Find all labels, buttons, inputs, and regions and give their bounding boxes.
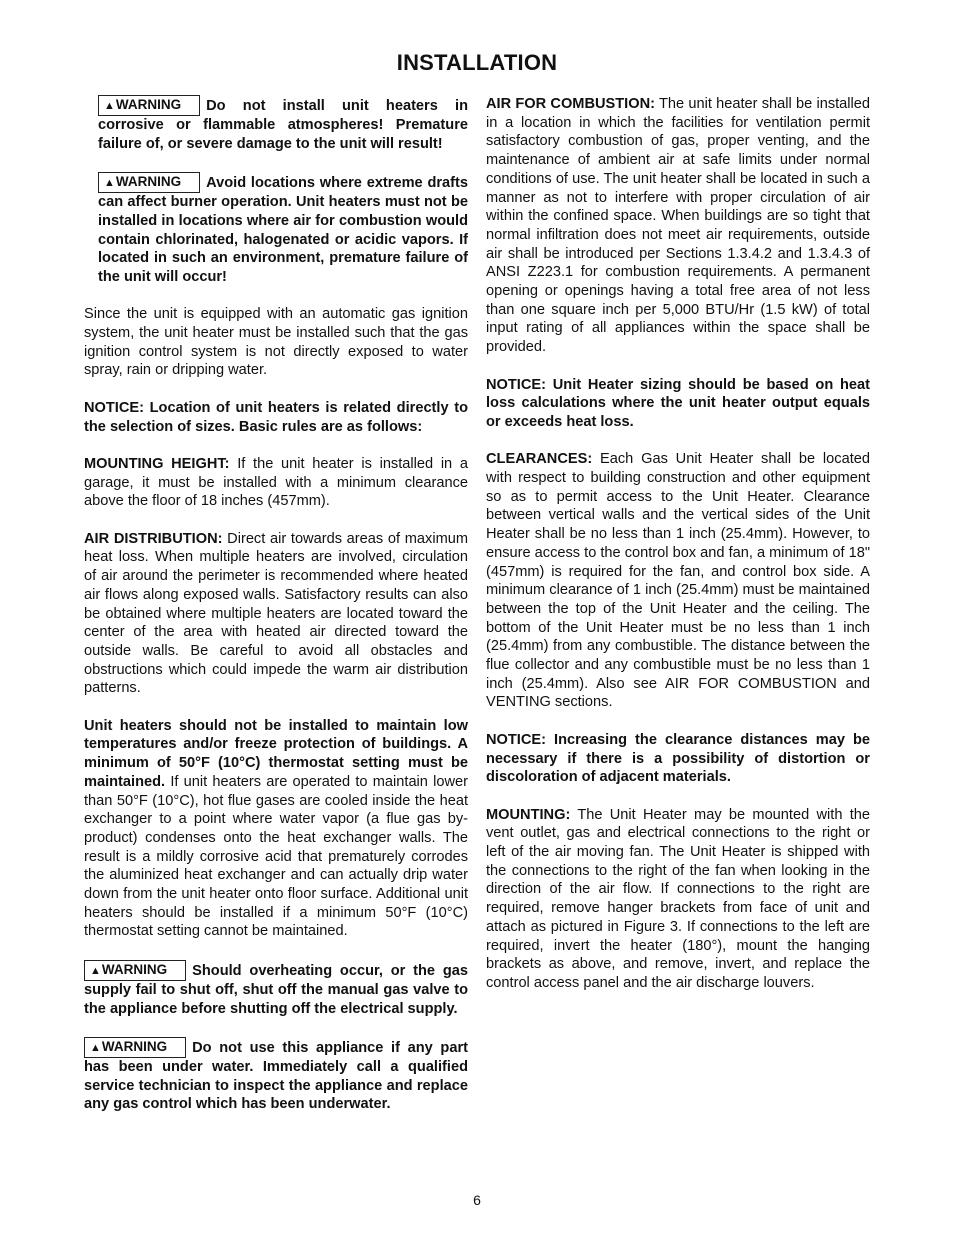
mounting-paragraph — [486, 806, 870, 993]
warning-triangle-icon: ▲ — [90, 1041, 101, 1054]
notice-clearance: NOTICE: Increasing the clearance distances may be necessary if there is a possibility of distortion or discoloration of adjacent materials. — [486, 731, 870, 786]
warning-block-4 — [84, 1037, 468, 1114]
warning-triangle-icon: ▲ — [90, 964, 101, 977]
warning-block-3 — [84, 960, 468, 1018]
air-combustion-label: AIR FOR COMBUSTION: — [486, 96, 655, 112]
warning-label: WARNING — [101, 1038, 168, 1054]
warning-block-1 — [84, 95, 468, 153]
mounting-text: The Unit Heater may be mounted with the vent outlet, gas and electrical connections to the right or left of the air moving fan. The Unit Heater is shipped with the connections to the right of the fan when looking in the direction of the air flow. If connections to the right are required, remove hanger brackets from face of unit and attach as pictured in Figure 3. If connections to the left are required, invert the heater (180°), mount the hanging brackets as above, and remove, invert, and replace the control access panel and the air discharge louvers. — [486, 806, 870, 991]
mounting-height-label: MOUNTING HEIGHT: — [84, 455, 230, 472]
mounting-height-paragraph — [84, 455, 468, 511]
clearances-text: Each Gas Unit Heater shall be located with respect to building construction and other equipment so as to permit access to the Unit Heater. Clearance between vertical walls and the vertical sides of the Unit Heater shall be no less than 1 inch (25.4mm). However, to ensure access to the control box and fan, a minimum of 18" (457mm) is required for the fan, and control box side. A minimum clearance of 1 inch (25.4mm) must be maintained between the top of the Unit Heater and the ceiling. The bottom of the Unit Heater must be no less than 1 inch (25.4mm) from any combustible. The distance between the flue collector and any combustible must be no less than 1 inch (25.4mm). Also see AIR FOR COMBUSTION and VENTING sections. — [486, 451, 871, 711]
page-title: INSTALLATION — [396, 50, 558, 75]
low-temp-bold: Unit heaters should not be installed to maintain low temperatures and/or freeze protection of buildings. A minimum of 50°F (10°C) thermostat setting must be maintained. — [84, 717, 468, 790]
air-distribution-paragraph — [84, 530, 468, 698]
warning-triangle-icon: ▲ — [104, 100, 115, 112]
warning-label: WARNING — [101, 961, 168, 977]
notice-sizing: NOTICE: Unit Heater sizing should be based on heat loss calculations where the unit heater output equals or exceeds heat loss. — [486, 376, 870, 430]
air-distribution-label: AIR DISTRIBUTION: — [84, 530, 223, 547]
air-distribution-text: Direct air towards areas of maximum heat loss. When multiple heaters are involved, circulation of air around the perimeter is recommended where heated air flows along exposed walls. Satisfactory results can also be obtained where multiple heaters are located toward the center of the area with heated air directed toward the outside walls. Be careful to avoid all obstacles and obstructions which could impede the warm air distribution patterns. — [84, 530, 468, 697]
air-combustion-paragraph — [486, 95, 870, 357]
left-column — [84, 95, 468, 1133]
mounting-height-text: If the unit heater is installed in a garage, it must be installed with a minimum clearance above the floor of 18 inches (457mm). — [84, 455, 468, 510]
warning-badge — [84, 1037, 186, 1058]
warning-text-corrosive: Do not install unit heaters in corrosive or flammable atmospheres! Premature failure of, or severe damage to the unit will result! — [98, 98, 468, 152]
warning-badge — [84, 960, 186, 981]
warning-block-2 — [84, 172, 468, 287]
notice-sizes: NOTICE: Location of unit heaters is related directly to the selection of sizes. Basic rules are as follows: — [84, 399, 468, 435]
low-temp-text: If unit heaters are operated to maintain lower than 50°F (10°C), hot flue gases are cooled inside the heat exchanger to a point where water vapor (a flue gas by-product) condenses onto the heat exchanger walls. The result is a mildly corrosive acid that prematurely corrodes the aluminized heat exchanger and can actually drip water down from the unit heater onto floor surface. Additional unit heaters should be installed if a minimum 50°F (10°C) thermostat setting cannot be maintained. — [84, 773, 469, 940]
warning-label: WARNING — [115, 174, 182, 190]
air-combustion-text: The unit heater shall be installed in a location in which the facilities for ventilation permit satisfactory combustion of gas, proper venting, and the maintenance of ambient air at safe limits under normal conditions of use. The unit heater shall be located in such a manner as not to interfere with proper circulation of air within the confined space. When buildings are so tight that normal infiltration does not meet air requirements, outside air shall be introduced per Sections 1.3.4.2 and 1.3.4.3 of ANSI Z223.1 for combustion requirements. A permanent opening or openings having a total free area of not less than one square inch per 5,000 BTU/Hr (1.5 kW) of total input rating of all appliances within the space shall be provided. — [486, 96, 871, 356]
warning-text-underwater: Do not use this appliance if any part has been under water. Immediately call a qualified service technician to inspect the appliance and replace any gas control which has been underwater. — [84, 1039, 468, 1113]
page-number: 6 — [473, 1192, 481, 1208]
warning-triangle-icon: ▲ — [104, 177, 115, 190]
low-temp-paragraph — [84, 717, 468, 941]
clearances-paragraph — [486, 450, 870, 712]
right-column — [486, 95, 870, 1011]
warning-label: WARNING — [115, 97, 182, 112]
warning-text-drafts: Avoid locations where extreme drafts can affect burner operation. Unit heaters must not be installed in locations where air for combustion would contain chlorinated, halogenated or acidic vapors. If located in such an environment, premature failure of the unit will occur! — [98, 175, 468, 285]
warning-badge — [98, 95, 200, 116]
warning-text-overheating: Should overheating occur, or the gas supply fail to shut off, shut off the manual gas valve to the appliance before shutting off the electrical supply. — [84, 962, 468, 1017]
warning-badge — [98, 172, 200, 193]
mounting-label: MOUNTING: — [486, 806, 571, 823]
ignition-paragraph: Since the unit is equipped with an automatic gas ignition system, the unit heater must be installed such that the gas ignition control system is not directly exposed to water spray, rain or dripping water. — [84, 306, 468, 379]
clearances-label: CLEARANCES: — [486, 451, 593, 468]
